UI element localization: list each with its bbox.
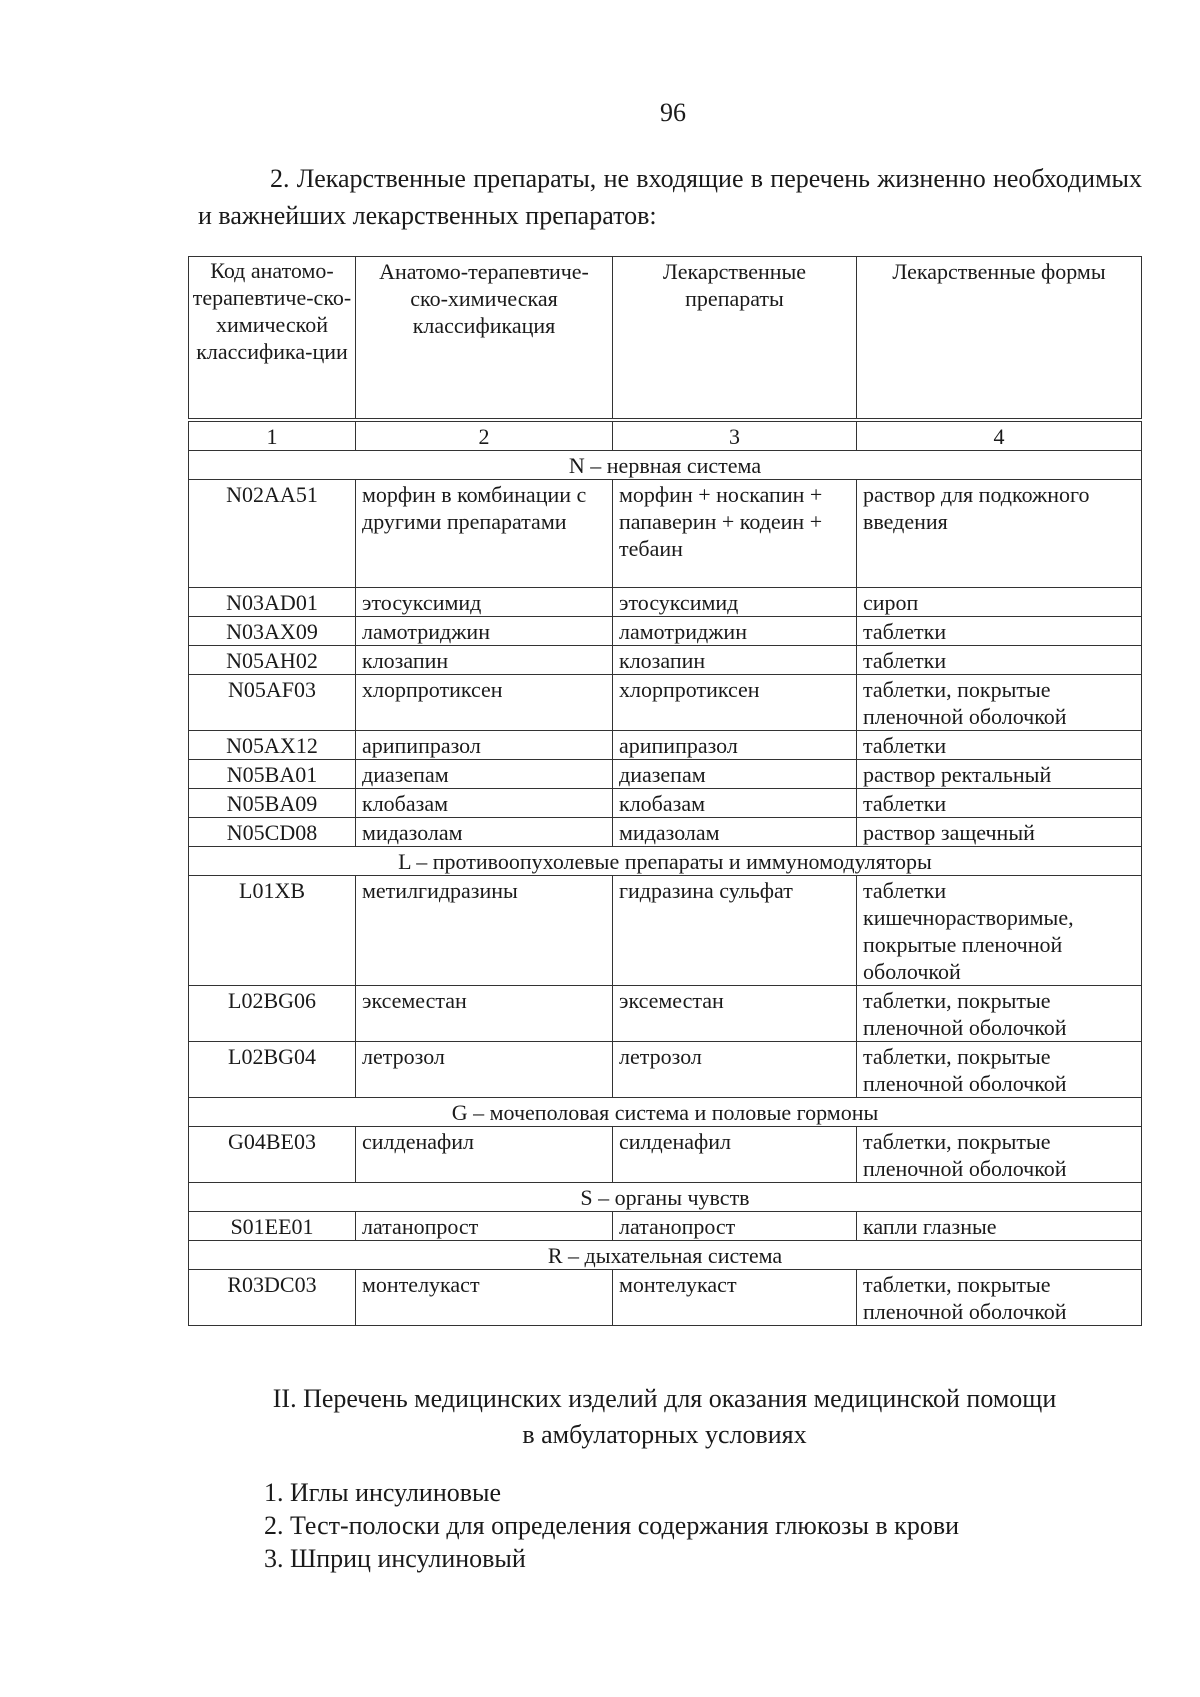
drug-table (188, 256, 1142, 1326)
list-item: 3. Шприц инсулиновый (264, 1544, 526, 1573)
drug-name-cell: эксеместан (613, 986, 857, 1042)
header-atc-code: Код анатомо-терапевтиче-ско-химической классифика-ции (189, 257, 356, 421)
column-number: 3 (613, 420, 857, 451)
dosage-form-cell: таблетки, покрытые пленочной оболочкой (857, 1127, 1142, 1183)
dosage-form-cell: таблетки (857, 731, 1142, 760)
table-row (189, 760, 1142, 789)
atc-classification-cell: монтелукаст (356, 1270, 613, 1326)
drug-name-cell: морфин + носкапин + папаверин + кодеин + тебаин (613, 480, 857, 588)
drug-name-cell: клобазам (613, 789, 857, 818)
atc-classification-cell: диазепам (356, 760, 613, 789)
drug-name-cell: этосуксимид (613, 588, 857, 617)
drug-name-cell: клозапин (613, 646, 857, 675)
atc-classification-cell: летрозол (356, 1042, 613, 1098)
atc-code-cell: N05AX12 (189, 731, 356, 760)
atc-classification-cell: арипипразол (356, 731, 613, 760)
drug-name-cell: силденафил (613, 1127, 857, 1183)
dosage-form-cell: сироп (857, 588, 1142, 617)
dosage-form-cell: раствор защечный (857, 818, 1142, 847)
section2-title-line2: в амбулаторных условиях (522, 1420, 807, 1449)
atc-classification-cell: эксеместан (356, 986, 613, 1042)
atc-classification-cell: силденафил (356, 1127, 613, 1183)
dosage-form-cell: таблетки, покрытые пленочной оболочкой (857, 1270, 1142, 1326)
atc-code-cell: N05CD08 (189, 818, 356, 847)
table-row (189, 617, 1142, 646)
column-number: 4 (857, 420, 1142, 451)
column-number: 1 (189, 420, 356, 451)
section-row (189, 1241, 1142, 1270)
drug-name-cell: арипипразол (613, 731, 857, 760)
dosage-form-cell: таблетки, покрытые пленочной оболочкой (857, 675, 1142, 731)
section-row (189, 1183, 1142, 1212)
atc-classification-cell: клобазам (356, 789, 613, 818)
table-row (189, 646, 1142, 675)
table-row (189, 731, 1142, 760)
drug-name-cell: латанопрост (613, 1212, 857, 1241)
dosage-form-cell: таблетки (857, 646, 1142, 675)
atc-code-cell: S01EE01 (189, 1212, 356, 1241)
header-dosage-forms: Лекарственные формы (857, 257, 1142, 421)
atc-classification-cell: метилгидразины (356, 876, 613, 986)
column-numbers-row (189, 420, 1142, 451)
atc-code-cell: L02BG06 (189, 986, 356, 1042)
list-item: 1. Иглы инсулиновые (264, 1478, 502, 1507)
atc-code-cell: N05AF03 (189, 675, 356, 731)
drug-name-cell: мидазолам (613, 818, 857, 847)
drug-name-cell: летрозол (613, 1042, 857, 1098)
header-atc-classification: Анатомо-терапевтиче-ско-химическая классификация (356, 257, 613, 421)
atc-code-cell: N05BA09 (189, 789, 356, 818)
table-row (189, 675, 1142, 731)
section-title: R – дыхательная система (189, 1241, 1142, 1270)
dosage-form-cell: раствор ректальный (857, 760, 1142, 789)
section-row (189, 1098, 1142, 1127)
drug-name-cell: гидразина сульфат (613, 876, 857, 986)
section-title: G – мочеполовая система и половые гормоны (189, 1098, 1142, 1127)
intro-paragraph: 2. Лекарственные препараты, не входящие в перечень жизненно необходимых и важнейших лекарственных препаратов: (198, 164, 1142, 230)
dosage-form-cell: таблетки кишечнорастворимые, покрытые пленочной оболочкой (857, 876, 1142, 986)
atc-code-cell: N03AD01 (189, 588, 356, 617)
dosage-form-cell: таблетки, покрытые пленочной оболочкой (857, 1042, 1142, 1098)
section-row (189, 847, 1142, 876)
table-body (189, 420, 1142, 1326)
atc-code-cell: G04BE03 (189, 1127, 356, 1183)
table-row (189, 1212, 1142, 1241)
atc-code-cell: N03AX09 (189, 617, 356, 646)
section-title: S – органы чувств (189, 1183, 1142, 1212)
dosage-form-cell: таблетки (857, 617, 1142, 646)
drug-name-cell: хлорпротиксен (613, 675, 857, 731)
atc-classification-cell: этосуксимид (356, 588, 613, 617)
atc-classification-cell: морфин в комбинации с другими препаратами (356, 480, 613, 588)
list-item: 2. Тест-полоски для определения содержания глюкозы в крови (264, 1511, 960, 1540)
drug-name-cell: монтелукаст (613, 1270, 857, 1326)
medical-devices-list (264, 1476, 959, 1575)
table-row (189, 789, 1142, 818)
drug-name-cell: диазепам (613, 760, 857, 789)
drug-name-cell: ламотриджин (613, 617, 857, 646)
table-row (189, 1042, 1142, 1098)
table-row (189, 818, 1142, 847)
atc-classification-cell: ламотриджин (356, 617, 613, 646)
section-title: N – нервная система (189, 451, 1142, 480)
dosage-form-cell: раствор для подкожного введения (857, 480, 1142, 588)
dosage-form-cell: таблетки, покрытые пленочной оболочкой (857, 986, 1142, 1042)
atc-code-cell: N02AA51 (189, 480, 356, 588)
atc-code-cell: R03DC03 (189, 1270, 356, 1326)
page-number: 96 (660, 98, 686, 127)
atc-code-cell: N05BA01 (189, 760, 356, 789)
atc-classification-cell: хлорпротиксен (356, 675, 613, 731)
table-header (189, 257, 1142, 421)
section-title: L – противоопухолевые препараты и иммуномодуляторы (189, 847, 1142, 876)
atc-classification-cell: клозапин (356, 646, 613, 675)
table-row (189, 1270, 1142, 1326)
atc-code-cell: N05AH02 (189, 646, 356, 675)
atc-code-cell: L02BG04 (189, 1042, 356, 1098)
column-number: 2 (356, 420, 613, 451)
atc-classification-cell: латанопрост (356, 1212, 613, 1241)
dosage-form-cell: таблетки (857, 789, 1142, 818)
dosage-form-cell: капли глазные (857, 1212, 1142, 1241)
header-drugs: Лекарственные препараты (613, 257, 857, 421)
table-row (189, 876, 1142, 986)
table-row (189, 986, 1142, 1042)
table-row (189, 588, 1142, 617)
section-row (189, 451, 1142, 480)
section2-title-line1: II. Перечень медицинских изделий для оказания медицинской помощи (272, 1384, 1057, 1413)
atc-code-cell: L01XB (189, 876, 356, 986)
table-row (189, 1127, 1142, 1183)
table-row (189, 480, 1142, 588)
section2-title (188, 1381, 1141, 1453)
atc-classification-cell: мидазолам (356, 818, 613, 847)
